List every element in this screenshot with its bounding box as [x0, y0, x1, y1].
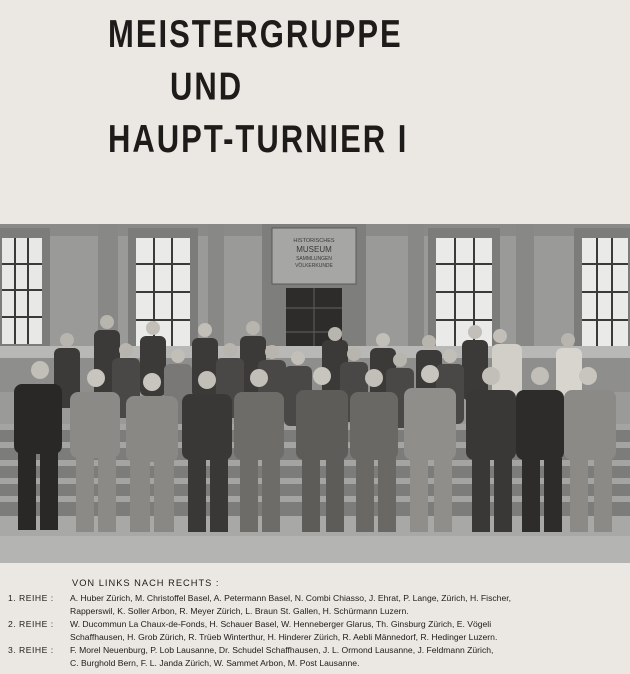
caption-names-line: A. Huber Zürich, M. Christoffel Basel, A. Petermann Basel, N. Combi Chiasso, J. Ehrat, P. Lange, Zürich, H. Fischer, — [70, 593, 512, 603]
page-title — [108, 8, 408, 166]
caption-row-names — [70, 644, 626, 670]
caption-heading: VON LINKS NACH RECHTS : — [72, 578, 220, 588]
title-line-3: HAUPT-TURNIER I — [108, 116, 409, 161]
title-line-1: MEISTERGRUPPE — [108, 11, 403, 56]
caption-names-line: W. Ducommun La Chaux-de-Fonds, H. Schauer Basel, W. Henneberger Glarus, Th. Ginsburg Zürich, E. Vögeli — [70, 619, 492, 629]
window-center-right — [428, 228, 500, 352]
window-center-left — [128, 228, 198, 352]
museum-sign-line-3: SAMMLUNGEN — [296, 256, 332, 262]
museum-sign-line-2: MUSEUM — [296, 245, 332, 254]
museum-sign-line-1: HISTORISCHES — [293, 238, 335, 244]
caption-row-label: 1. REIHE : — [8, 593, 54, 603]
window-right — [574, 228, 630, 352]
caption-row-names — [70, 618, 626, 644]
museum-sign-line-4: VÖLKERKUNDE — [295, 263, 333, 269]
title-line-2: UND — [170, 64, 244, 108]
window-left — [0, 228, 50, 348]
photo-caption — [8, 577, 626, 670]
group-photo — [0, 224, 630, 563]
caption-row-2 — [8, 618, 626, 644]
caption-names-line: C. Burghold Bern, F. L. Janda Zürich, W. Sammet Arbon, M. Post Lausanne. — [70, 658, 360, 668]
caption-row-1 — [8, 592, 626, 618]
caption-row-3 — [8, 644, 626, 670]
caption-names-line: F. Morel Neuenburg, P. Lob Lausanne, Dr. Schudel Schaffhausen, J. L. Ormond Lausanne, J. Feldmann Zürich, — [70, 645, 494, 655]
caption-row-names — [70, 592, 626, 618]
caption-names-line: Schaffhausen, H. Grob Zürich, R. Trüeb Winterthur, H. Hinderer Zürich, R. Aebli Männedorf, R. Hedinger Luzern. — [70, 632, 498, 642]
caption-row-label: 2. REIHE : — [8, 619, 54, 629]
caption-row-label: 3. REIHE : — [8, 645, 54, 655]
caption-names-line: Rapperswil, K. Soller Arbon, R. Meyer Zürich, L. Braun St. Gallen, H. Schürmann Luzern. — [70, 606, 409, 616]
